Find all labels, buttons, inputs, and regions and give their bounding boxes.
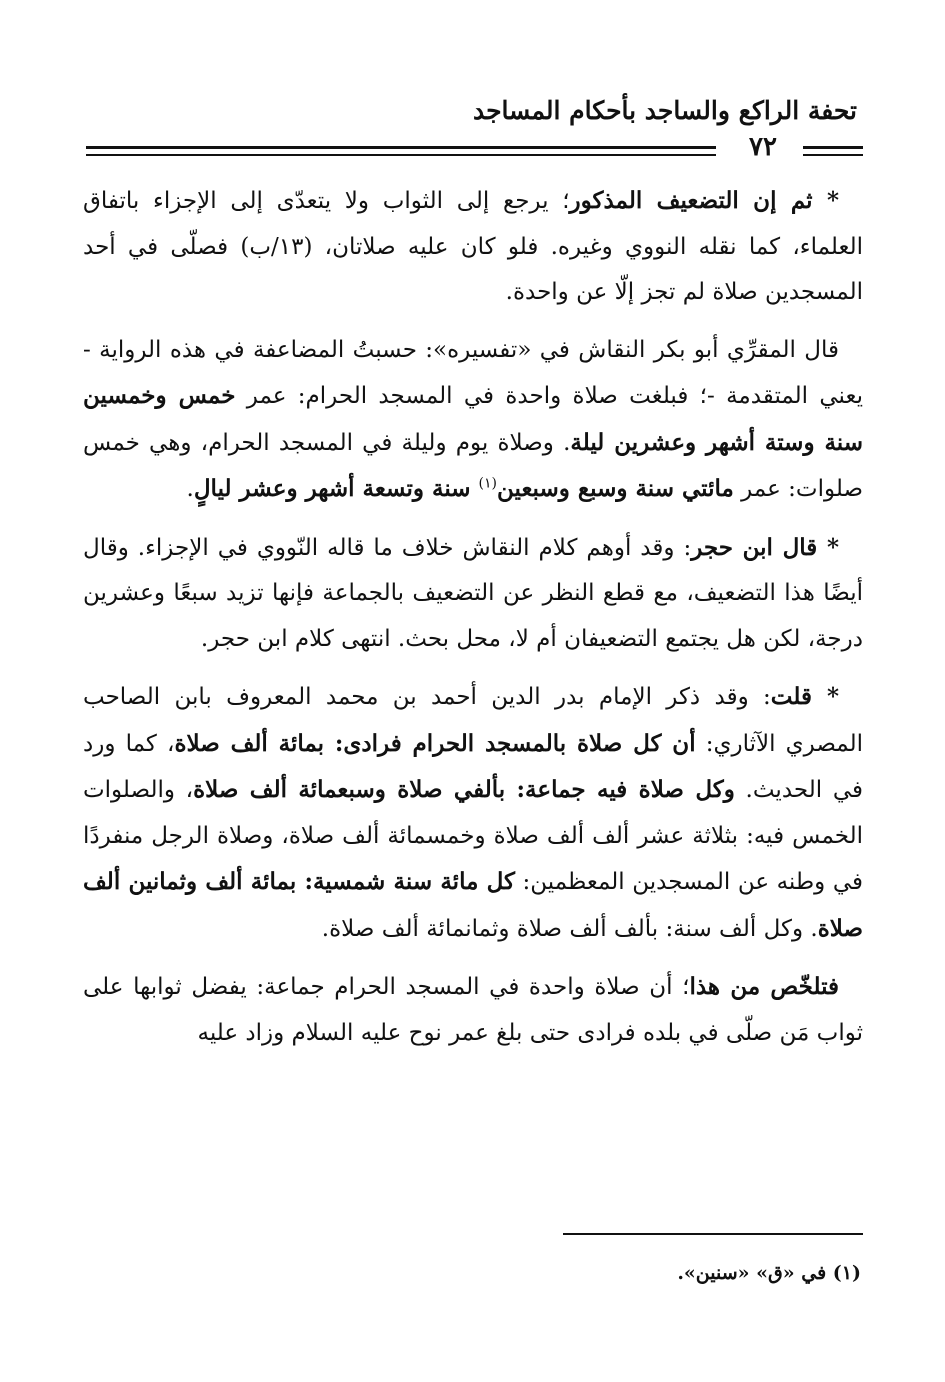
footnote: (١) في «ق» «سنين». — [677, 1262, 861, 1284]
paragraph-5-segment-1: فتلخّص من هذا — [689, 973, 840, 1000]
paragraph-4-segment-7: كل مائة سنة شمسية: بمائة ألف وثمانين ألف صلاة — [83, 868, 863, 942]
paragraph-2 — [83, 328, 863, 513]
paragraph-1-segment-2: ؛ يرجع إلى الثواب ولا يتعدّى إلى الإجزاء باتفاق العلماء، كما نقله النووي وغيره. فلو كان عليه صلاتان، (١٣/ب) فصلّى في أحد المسجدين صلاة لم تجز إلّا عن واحدة. — [83, 188, 863, 305]
paragraph-2-segment-3: . وصلاة يوم وليلة في المسجد الحرام، وهي خمس صلوات: عمر — [83, 429, 863, 502]
paragraph-4-segment-8: . وكل ألف سنة: بألف ألف صلاة وثمانمائة ألف صلاة. — [321, 915, 818, 942]
paragraph-4-segment-6: ، والصلوات الخمس فيه: بثلاثة عشر ألف ألف صلاة وخمسمائة ألف صلاة، وصلاة الرجل منفردًا في وطنه عن المسجدين المعظمين: — [83, 777, 863, 895]
paragraph-4 — [83, 674, 863, 952]
paragraph-1 — [83, 178, 863, 316]
paragraph-3-segment-1: * قال ابن حجر — [691, 533, 839, 561]
paragraph-4-segment-5: وكل صلاة فيه جماعة: بألفي صلاة وسبعمائة ألف صلاة — [193, 776, 735, 803]
paragraph-5-segment-2: ؛ أن صلاة واحدة في المسجد الحرام جماعة: يفضل ثوابها على ثواب مَن صلّى في بلده فرادى حتى بلغ عمر نوح عليه السلام وزاد عليه — [83, 974, 863, 1046]
paragraph-5 — [83, 964, 863, 1056]
paragraph-4-segment-3: أن كل صلاة بالمسجد الحرام فرادى: بمائة ألف صلاة — [174, 729, 696, 757]
paragraph-2-segment-6: سنة وتسعة أشهر وعشر ليالٍ — [193, 475, 479, 502]
paragraph-4-segment-1: * قلت — [770, 683, 839, 710]
main-text — [83, 178, 863, 1066]
paragraph-4-segment-2: : وقد ذكر الإمام بدر الدين أحمد بن محمد المعروف بابن الصاحب المصري الآثاري: — [83, 684, 863, 757]
running-header-title: تحفة الراكع والساجد بأحكام المساجد — [472, 96, 857, 125]
paragraph-2-segment-2: خمس وخمسين سنة وستة أشهر وعشرين ليلة — [83, 382, 863, 456]
page-number: ٧٢ — [749, 132, 777, 162]
paragraph-3 — [83, 525, 863, 663]
header-rule-right — [803, 146, 863, 156]
paragraph-2-segment-7: . — [186, 476, 194, 502]
footnote-separator — [563, 1233, 863, 1235]
paragraph-2-segment-4: مائتي سنة وسبع وسبعين — [497, 475, 734, 502]
paragraph-3-segment-2: : وقد أوهم كلام النقاش خلاف ما قاله النّووي في الإجزاء. وقال أيضًا هذا التضعيف، مع قطع النظر عن التضعيف بالجماعة فإنها تزيد سبعًا وعشرين درجة، لكن هل يجتمع التضعيفان أم لا، محل بحث. انتهى كلام ابن حجر. — [83, 534, 863, 652]
header-rule-left — [86, 146, 716, 156]
paragraph-2-segment-1: قال المقرِّي أبو بكر النقاش في «تفسيره»: حسبتُ المضاعفة في هذه الرواية - يعني المتقدمة -؛ فبلغت صلاة واحدة في المسجد الحرام: عمر — [83, 336, 863, 409]
paragraph-1-segment-1: * ثم إن التضعيف المذكور — [569, 187, 839, 214]
footnote-marker[interactable]: (١) — [478, 475, 498, 492]
paragraph-4-segment-4: ، كما ورد في الحديث. — [83, 730, 863, 803]
